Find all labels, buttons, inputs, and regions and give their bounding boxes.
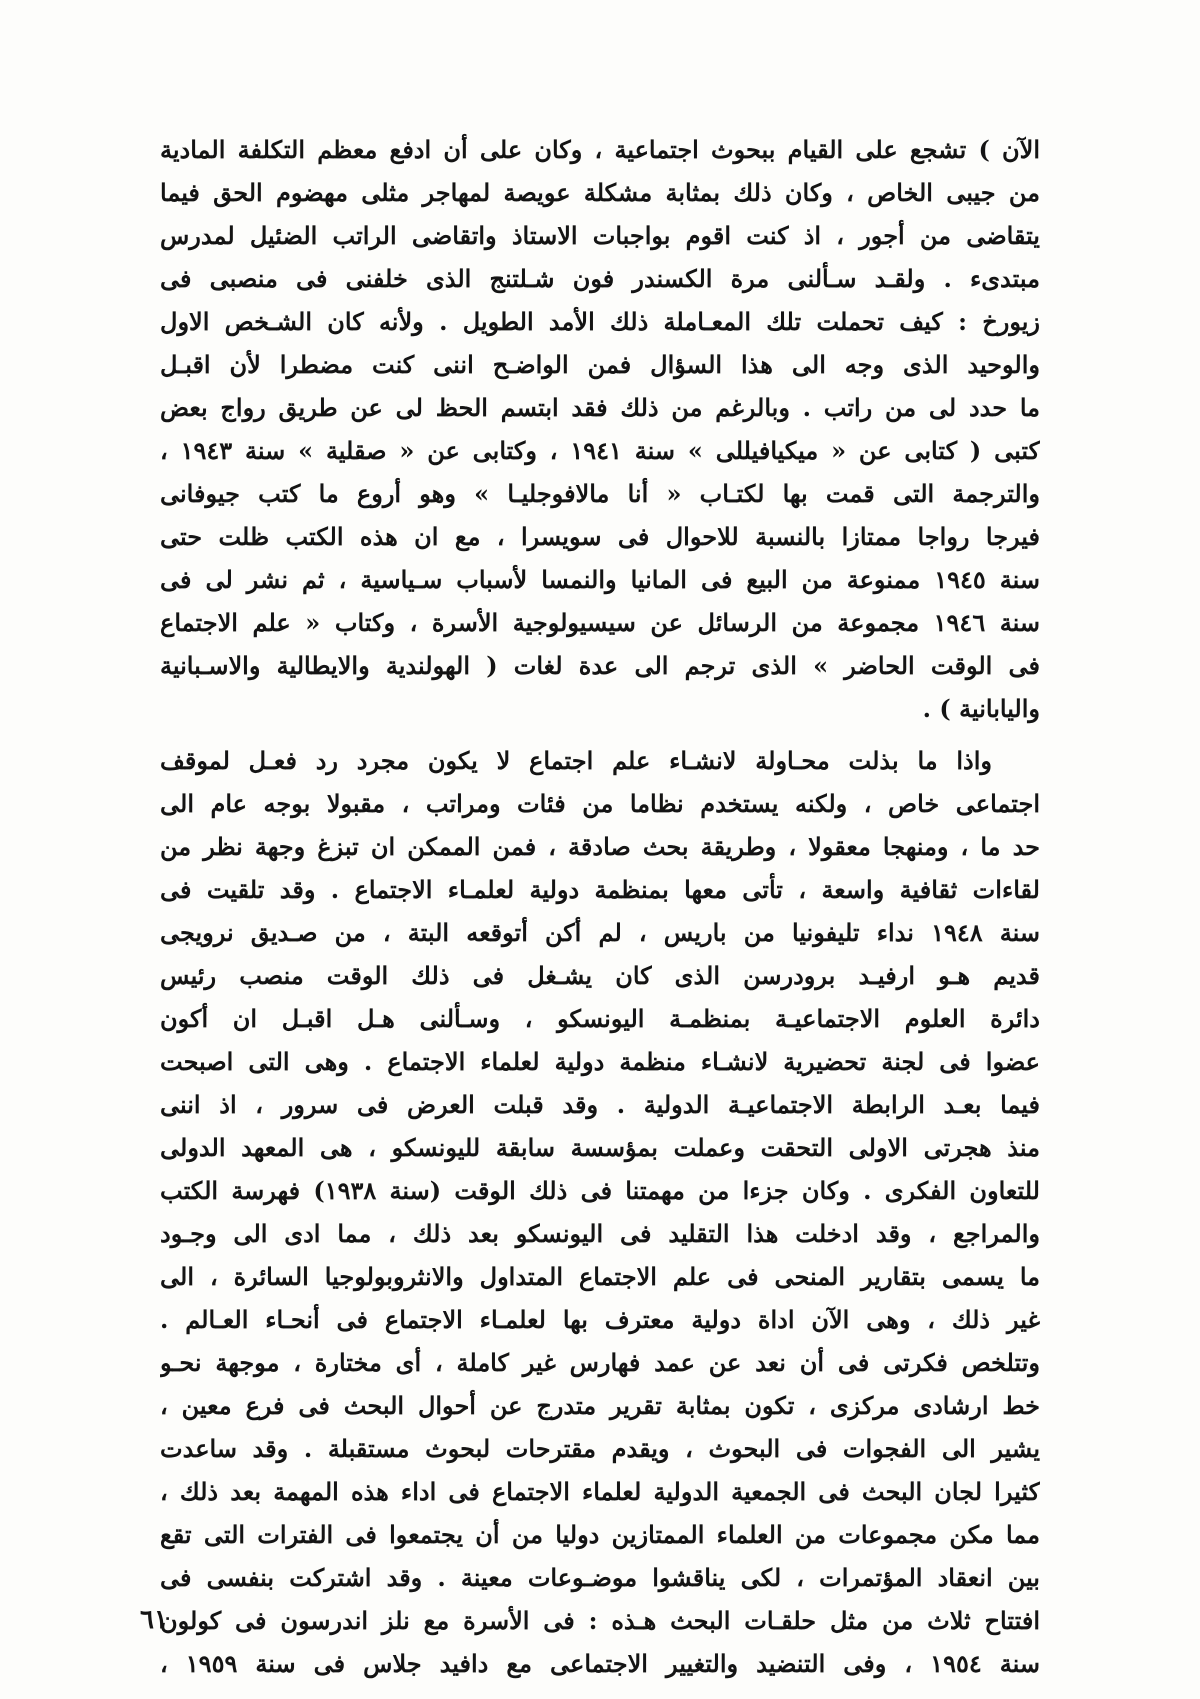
text-line: اجتماعى خاص ، ولكنه يستخدم نظاما من فئات ومراتب ، مقبولا بوجه عام الى	[160, 789, 1040, 818]
text-line: مما مكن مجموعات من العلماء الممتازين دوليا من أن يجتمعوا فى الفترات التى تقع	[160, 1520, 1040, 1549]
text-line: افتتاح ثلاث من مثل حلقـات البحث هـذه : فى الأسرة مع نلز اندرسون فى كولون	[160, 1606, 1040, 1635]
text-line: لقاءات ثقافية واسعة ، تأتى معها بمنظمة دولية لعلمـاء الاجتماع . وقد تلقيت فى	[160, 875, 1040, 904]
text-line: سنة ١٩٤٥ ممنوعة من البيع فى المانيا والنمسا لأسباب سـياسية ، ثم نشر لى فى	[160, 565, 1040, 594]
text-line: سنة ١٩٤٦ مجموعة من الرسائل عن سيسيولوجية الأسرة ، وكتاب « علم الاجتماع	[160, 608, 1040, 637]
paragraph-gap	[160, 730, 1040, 739]
text-line: ما يسمى بتقارير المنحى فى علم الاجتماع المتداول والانثروبولوجيا السائرة ، الى	[160, 1262, 1040, 1291]
text-line: بين انعقاد المؤتمرات ، لكى يناقشوا موضـوعات معينة . وقد اشتركت بنفسى فى	[160, 1563, 1040, 1592]
paragraph-2	[160, 739, 1040, 1685]
text-line: يتقاضى من أجور ، اذ كنت اقوم بواجبات الاستاذ واتقاضى الراتب الضئيل لمدرس	[160, 221, 1040, 250]
text-line: زيورخ : كيف تحملت تلك المعـاملة ذلك الأمد الطويل . ولأنه كان الشـخص الاول	[160, 307, 1040, 336]
text-line: كتبى ( كتابى عن « ميكيافيللى » سنة ١٩٤١ ، وكتابى عن « صقلية » سنة ١٩٤٣ ،	[160, 436, 1040, 465]
text-line: مبتدىء . ولقـد سـألنى مرة الكسندر فون شـلتنج الذى خلفنى فى منصبى فى	[160, 264, 1040, 293]
text-line: فيرجا رواجا ممتازا بالنسبة للاحوال فى سويسرا ، مع ان هذه الكتب ظلت حتى	[160, 522, 1040, 551]
text-line: ما حدد لى من راتب . وبالرغم من ذلك فقد ابتسم الحظ لى عن طريق رواج بعض	[160, 393, 1040, 422]
text-line: فيما بعـد الرابطة الاجتماعيـة الدولية . وقد قبلت العرض فى سرور ، اذ اننى	[160, 1090, 1040, 1119]
text-line: والترجمة التى قمت بها لكتـاب « أنا مالافوجليـا » وهو أروع ما كتب جيوفانى	[160, 479, 1040, 508]
text-line: سنة ١٩٥٤ ، وفى التنضيد والتغيير الاجتماعى مع دافيد جلاس فى سنة ١٩٥٩ ،	[160, 1649, 1040, 1678]
body-text	[160, 128, 1040, 1685]
text-line: الآن ) تشجع على القيام ببحوث اجتماعية ، وكان على أن ادفع معظم التكلفة المادية	[160, 135, 1040, 164]
text-line: سنة ١٩٤٨ نداء تليفونيا من باريس ، لم أكن أتوقعه البتة ، من صـديق نرويجى	[160, 918, 1040, 947]
text-line: والمراجع ، وقد ادخلت هذا التقليد فى اليونسكو بعد ذلك ، مما ادى الى وجـود	[160, 1219, 1040, 1248]
text-line: قديم هـو ارفيـد برودرسن الذى كان يشـغل فى ذلك الوقت منصب رئيس	[160, 961, 1040, 990]
text-line: واذا ما بذلت محـاولة لانشـاء علم اجتماع لا يكون مجرد رد فعـل لموقف	[160, 746, 992, 775]
text-line: للتعاون الفكرى . وكان جزءا من مهمتنا فى ذلك الوقت (سنة ١٩٣٨) فهرسة الكتب	[160, 1176, 1040, 1205]
paragraph-1	[160, 128, 1040, 730]
text-line: غير ذلك ، وهى الآن اداة دولية معترف بها لعلمـاء الاجتماع فى أنحـاء العـالم .	[160, 1305, 1040, 1334]
text-line: خط ارشادى مركزى ، تكون بمثابة تقرير متدرج عن أحوال البحث فى فرع معين ،	[160, 1391, 1040, 1420]
text-line: يشير الى الفجوات فى البحوث ، ويقدم مقترحات لبحوث مستقبلة . وقد ساعدت	[160, 1434, 1040, 1463]
text-line: كثيرا لجان البحث فى الجمعية الدولية لعلماء الاجتماع فى اداء هذه المهمة بعد ذلك ،	[160, 1477, 1040, 1506]
text-line: دائرة العلوم الاجتماعيـة بمنظمـة اليونسكو ، وسـألنى هـل اقبـل ان أكون	[160, 1004, 1040, 1033]
text-line: وتتلخص فكرتى فى أن نعد عن عمد فهارس غير كاملة ، أى مختارة ، موجهة نحـو	[160, 1348, 1040, 1377]
text-line: حد ما ، ومنهجا معقولا ، وطريقة بحث صادقة ، فمن الممكن ان تبزغ وجهة نظر من	[160, 832, 1040, 861]
text-line: منذ هجرتى الاولى التحقت وعملت بمؤسسة سابقة لليونسكو ، هى المعهد الدولى	[160, 1133, 1040, 1162]
text-line: واليابانية ) .	[922, 694, 1040, 723]
text-line: والوحيد الذى وجه الى هذا السؤال فمن الواضـح اننى كنت مضطرا لأن اقبـل	[160, 350, 1040, 379]
text-line: عضوا فى لجنة تحضيرية لانشـاء منظمة دولية لعلماء الاجتماع . وهى التى اصبحت	[160, 1047, 1040, 1076]
text-line: من جيبى الخاص ، وكان ذلك بمثابة مشكلة عويصة لمهاجر مثلى مهضوم الحق فيما	[160, 178, 1040, 207]
page-number: ٦١	[140, 1605, 168, 1635]
text-line: فى الوقت الحاضر » الذى ترجم الى عدة لغات ( الهولندية والايطالية والاسـبانية	[160, 651, 1040, 680]
